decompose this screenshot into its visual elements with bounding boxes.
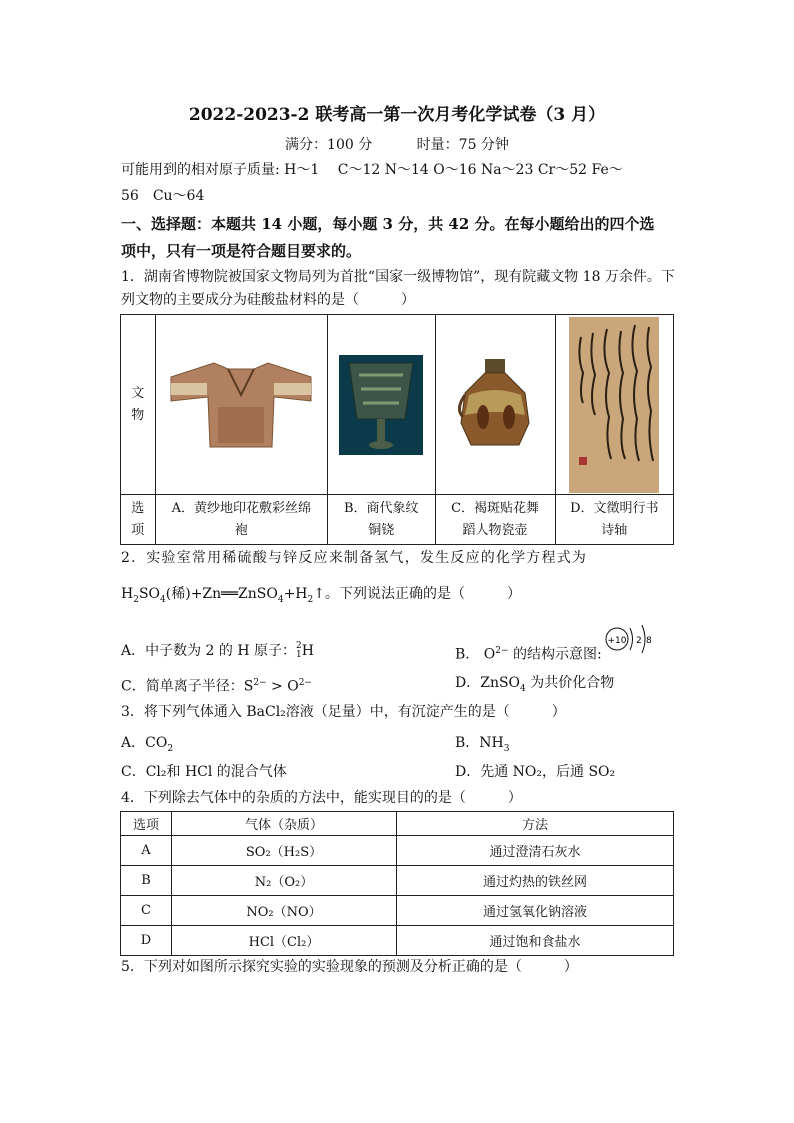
q4-row-a-gas: SO₂（H₂S） bbox=[172, 836, 397, 866]
row-label-option: 选 项 bbox=[121, 495, 156, 545]
q2-option-c-text: C．简单离子半径：S bbox=[121, 678, 254, 695]
section-heading-line2: 项中，只有一项是符合题目要求的。 bbox=[121, 242, 362, 260]
table-row bbox=[121, 836, 674, 866]
bronze-bell-icon bbox=[339, 355, 423, 455]
exam-title: 2022-2023-2 联考高一第一次月考化学试卷（3 月） bbox=[188, 105, 606, 125]
q1-option-d-line2: 诗轴 bbox=[601, 522, 628, 538]
diagram-nucleus-label: +10 bbox=[607, 636, 627, 646]
q2-nuclide-prefix: 2 1 bbox=[296, 641, 302, 660]
time-limit: 时量：75 分钟 bbox=[416, 137, 509, 153]
q3-option-a: A．$CO_2$ bbox=[121, 735, 174, 754]
relic-image-porcelain bbox=[435, 315, 555, 495]
q3-option-b-text: B．NH bbox=[455, 735, 504, 751]
q4-row-b-gas: N₂（O₂） bbox=[172, 866, 397, 896]
q2-equation-line bbox=[121, 584, 521, 610]
q2-option-b: B． $O^{2-}$ 的结构示意图: bbox=[455, 646, 602, 663]
q1-option-b bbox=[328, 495, 435, 545]
section-heading-line1: 一、选择题：本题共 14 小题，每小题 3 分，共 42 分。在每小题给出的四个选 bbox=[121, 215, 655, 233]
q2-option-b-tail: 的结构示意图: bbox=[508, 646, 602, 663]
q4-header-gas: 气体（杂质） bbox=[172, 812, 397, 836]
q1-stem-line1: 1．湖南省博物院被国家文物局列为首批“国家一级博物馆”，现有院藏文物 18 万余件。下 bbox=[121, 269, 675, 285]
oxide-ion-structure-diagram bbox=[602, 622, 658, 656]
q2-equation: $H_2SO_4$(稀)$+Zn══ZnSO_4+H_2↑$ bbox=[121, 586, 325, 605]
q1-option-d bbox=[555, 495, 673, 545]
table-row bbox=[121, 896, 674, 926]
q4-table bbox=[120, 811, 674, 956]
porcelain-pot-icon bbox=[455, 355, 535, 455]
full-score: 满分：100 分 bbox=[285, 137, 373, 153]
q3-option-a-text: A．CO bbox=[121, 735, 168, 751]
q4-header-method: 方法 bbox=[397, 812, 674, 836]
q1-option-c-line2: 蹈人物瓷壶 bbox=[462, 522, 528, 538]
q5-stem: 5．下列对如图所示探究实验的实验现象的预测及分析正确的是（ ） bbox=[121, 959, 578, 975]
q1-option-b-line1: B．商代象纹 bbox=[343, 500, 419, 516]
q3-option-b: B．$NH_3$ bbox=[455, 735, 510, 754]
q4-row-a-option: A bbox=[121, 836, 172, 866]
q3-option-c: C．Cl₂和 HCl 的混合气体 bbox=[121, 764, 287, 780]
q2-stem-line2: 。下列说法正确的是（ ） bbox=[325, 586, 521, 602]
q2-option-b-text: B． O bbox=[455, 646, 496, 663]
q2-option-a: A．中子数为 2 的 H 原子：2 1H bbox=[121, 641, 314, 660]
q2-option-d-tail: 为共价化合物 bbox=[525, 675, 615, 691]
q4-row-b-method: 通过灼热的铁丝网 bbox=[397, 866, 674, 896]
q1-option-c-line1: C．褐斑贴花舞 bbox=[451, 500, 540, 516]
q4-row-c-method: 通过氢氧化钠溶液 bbox=[397, 896, 674, 926]
q1-option-c bbox=[435, 495, 555, 545]
q1-option-a-line1: A．黄纱地印花敷彩丝绵 bbox=[171, 500, 311, 516]
diagram-shell2-label: 8 bbox=[646, 636, 652, 646]
q2-option-d: D．ZnSO$_4$ 为共价化合物 bbox=[455, 675, 615, 694]
table-row bbox=[121, 926, 674, 956]
relic-image-bronze bbox=[328, 315, 435, 495]
q1-stem-line2: 列文物的主要成分为硅酸盐材料的是（ ） bbox=[121, 292, 415, 308]
q1-relics-table bbox=[120, 314, 674, 545]
atomic-masses-line1: 可能用到的相对原子质量: H～1 C～12 N～14 O～16 Na～23 Cr～52 Fe～ bbox=[121, 162, 623, 178]
q1-option-a-line2: 袍 bbox=[234, 522, 248, 538]
q1-option-d-line1: D．文徵明行书 bbox=[570, 500, 659, 516]
exam-subtitle bbox=[0, 134, 794, 154]
q4-header-option: 选项 bbox=[121, 812, 172, 836]
q4-row-a-method: 通过澄清石灰水 bbox=[397, 836, 674, 866]
q4-row-d-gas: HCl（Cl₂） bbox=[172, 926, 397, 956]
q4-stem: 4．下列除去气体中的杂质的方法中，能实现目的的是（ ） bbox=[121, 790, 522, 806]
q4-row-d-method: 通过饱和食盐水 bbox=[397, 926, 674, 956]
row-label-relic: 文 物 bbox=[121, 315, 156, 495]
q4-row-c-option: C bbox=[121, 896, 172, 926]
q2-option-a-text: A．中子数为 2 的 H 原子： bbox=[121, 643, 297, 659]
q1-option-a bbox=[155, 495, 328, 545]
q4-row-d-option: D bbox=[121, 926, 172, 956]
relic-image-calligraphy bbox=[555, 315, 673, 495]
table-row bbox=[121, 866, 674, 896]
atomic-masses-line2: 56 Cu～64 bbox=[121, 188, 205, 204]
q1-option-b-line2: 铜铙 bbox=[368, 522, 395, 538]
q3-option-d: D．先通 NO₂，后通 SO₂ bbox=[455, 764, 616, 780]
calligraphy-scroll-icon bbox=[569, 317, 659, 493]
q2-option-d-text: D．ZnSO bbox=[455, 675, 521, 691]
q2-stem-line1: 2．实验室常用稀硫酸与锌反应来制备氢气，发生反应的化学方程式为 bbox=[121, 550, 588, 566]
q2-option-c: C．简单离子半径：$S^{2-} > O^{2-}$ bbox=[121, 678, 312, 695]
relic-image-robe bbox=[155, 315, 328, 495]
diagram-shell1-label: 2 bbox=[636, 636, 642, 646]
robe-icon bbox=[166, 355, 316, 455]
q4-row-b-option: B bbox=[121, 866, 172, 896]
q4-row-c-gas: NO₂（NO） bbox=[172, 896, 397, 926]
q3-stem: 3．将下列气体通入 BaCl₂溶液（足量）中，有沉淀产生的是（ ） bbox=[121, 704, 566, 720]
